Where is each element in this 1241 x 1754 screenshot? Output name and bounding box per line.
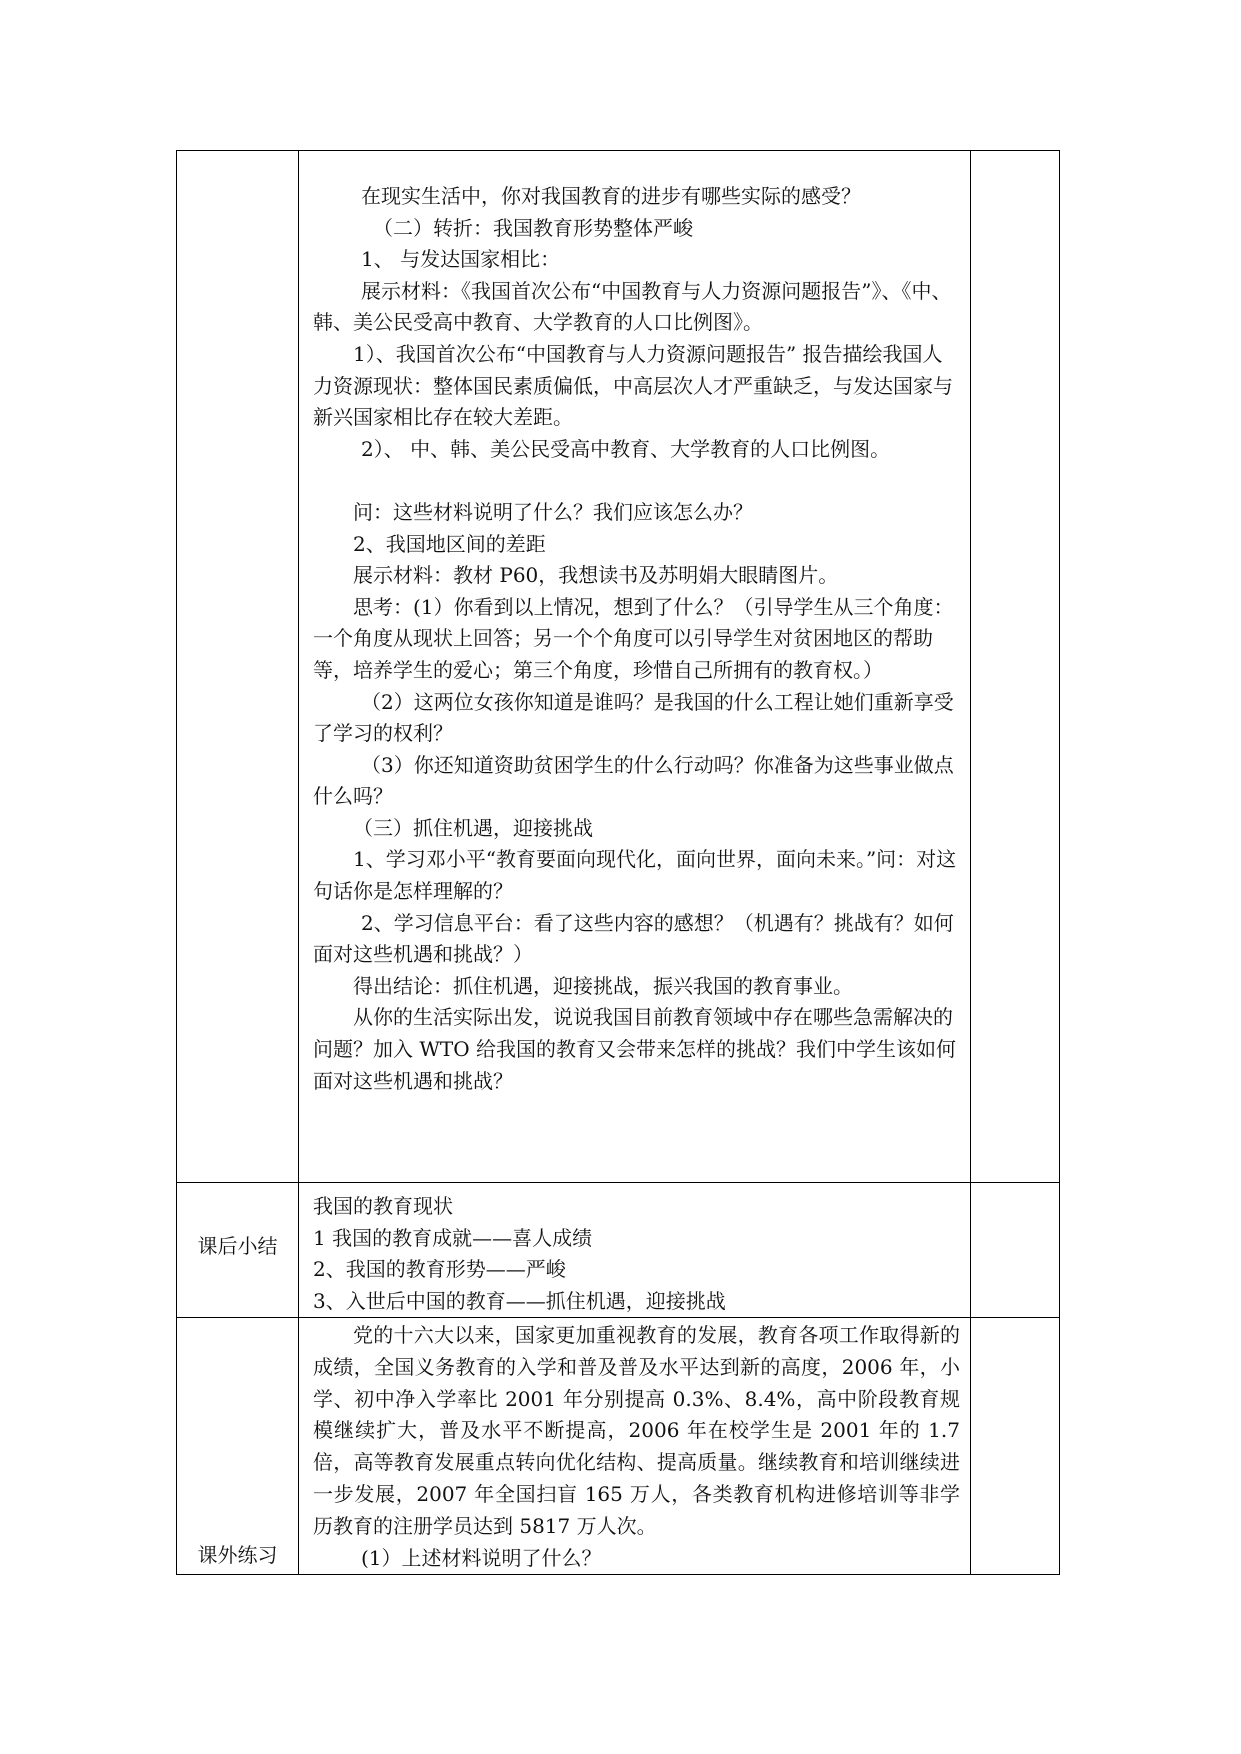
exercise-paragraph: 党的十六大以来，国家更加重视教育的发展，教育各项工作取得新的成绩，全国义务教育的入学和普及普及水平达到新的高度，2006 年，小学、初中净入学率比 2001 年分别提高 0.3%、8.4%，高中阶段教育规模继续扩大，普及水平不断提高，2006 年在校学生是 2001 年的 1.7 倍，高等教育发展重点转向优化结构、提高质量。继续教育和培训继续进一步发展，2007 年全国扫盲 165 万人，各类教育机构进修培训等非学历教育的注册学员达到 5817 万人次。 [313, 1323, 960, 1538]
content-line: 在现实生活中，你对我国教育的进步有哪些实际的感受？ [361, 184, 861, 208]
exercise-content [299, 1318, 970, 1574]
blank-line [313, 465, 960, 497]
content-line: 2、学习信息平台：看了这些内容的感想？（机遇有？挑战有？如何面对这些机遇和挑战？） [313, 910, 954, 967]
summary-label-cell [177, 1183, 299, 1318]
teaching-content-cell [299, 151, 971, 1183]
content-line: 展示材料：教材 P60，我想读书及苏明娟大眼睛图片。 [353, 563, 839, 588]
content-line: （2）这两位女孩你知道是谁吗？是我国的什么工程让她们重新享受了学习的权利？ [313, 689, 954, 746]
teaching-content [299, 151, 970, 1097]
exercise-label-cell [177, 1318, 299, 1575]
content-line: 1、 与发达国家相比： [361, 247, 561, 272]
notes-cell [971, 151, 1060, 1183]
content-line: 思考：(1）你看到以上情况，想到了什么？（引导学生从三个角度：一个角度从现状上回答；另一个个角度可以引导学生对贫困地区的帮助等，培养学生的爱心；第三个角度，珍惜自己所拥有的教育权。） [313, 594, 954, 682]
summary-label: 课后小结 [197, 1234, 278, 1258]
content-line: 2）、 中、韩、美公民受高中教育、大学教育的人口比例图。 [361, 436, 891, 461]
content-line: 1）、我国首次公布“中国教育与人力资源问题报告” 报告描绘我国人力资源现状：整体国民素质偏低，中高层次人才严重缺乏，与发达国家与新兴国家相比存在较大差距。 [313, 341, 953, 430]
content-line: 得出结论：抓住机遇，迎接挑战，振兴我国的教育事业。 [353, 973, 853, 998]
content-line: 问：这些材料说明了什么？我们应该怎么办？ [353, 499, 753, 524]
label-cell-empty [177, 151, 299, 1183]
exercise-label: 课外练习 [197, 1543, 278, 1568]
content-line: （3）你还知道资助贫困学生的什么行动吗？你准备为这些事业做点什么吗？ [313, 752, 954, 809]
content-line: （三）抓住机遇，迎接挑战 [353, 815, 593, 840]
lesson-plan-table [176, 150, 1060, 1575]
summary-line: 3、入世后中国的教育——抓住机遇，迎接挑战 [313, 1288, 726, 1313]
content-line: 2、我国地区间的差距 [353, 531, 546, 556]
summary-content-cell [299, 1183, 971, 1318]
content-line: （二）转折：我国教育形势整体严峻 [373, 215, 693, 240]
notes-cell [971, 1318, 1060, 1575]
summary-row [177, 1183, 1060, 1318]
content-line: 从你的生活实际出发，说说我国目前教育领域中存在哪些急需解决的问题？加入 WTO 给我国的教育又会带来怎样的挑战？我们中学生该如何面对这些机遇和挑战？ [313, 1005, 957, 1093]
exercise-question: (1）上述材料说明了什么？ [361, 1545, 602, 1570]
summary-line: 1 我国的教育成就——喜人成绩 [313, 1225, 593, 1250]
content-line: 1、学习邓小平“教育要面向现代化，面向世界，面向未来。”问：对这句话你是怎样理解的？ [313, 847, 957, 904]
summary-line: 我国的教育现状 [313, 1194, 453, 1218]
summary-line: 2、我国的教育形势——严峻 [313, 1257, 566, 1281]
exercise-content-cell [299, 1318, 971, 1575]
notes-cell [971, 1183, 1060, 1318]
content-line: 展示材料：《我国首次公布“中国教育与人力资源问题报告”》、《中、韩、美公民受高中教育、大学教育的人口比例图》。 [313, 278, 952, 335]
exercise-row [177, 1318, 1060, 1575]
summary-content [299, 1183, 970, 1317]
teaching-process-row [177, 151, 1060, 1183]
